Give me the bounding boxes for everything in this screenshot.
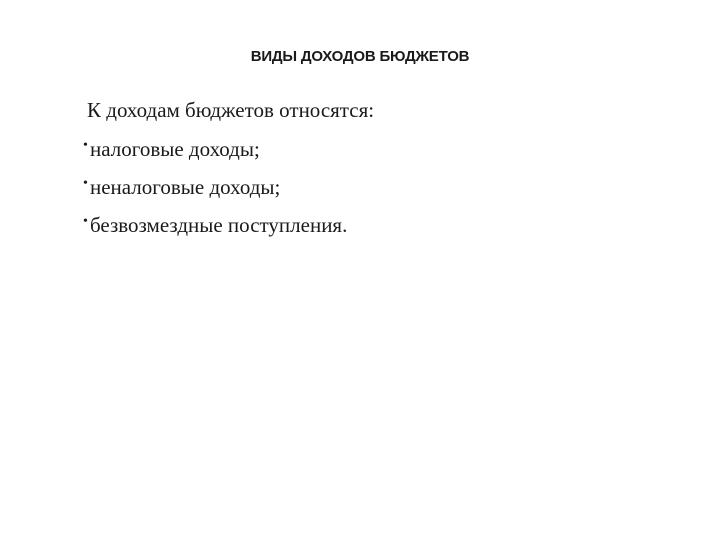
list-item [83,213,347,251]
list-item [83,137,347,175]
bullet-icon: • [83,138,88,153]
list-item-text: налоговые доходы; [90,137,260,161]
intro-text: К доходам бюджетов относятся: [87,98,375,122]
bullet-list [83,137,347,251]
bullet-icon: • [83,176,88,191]
list-item [83,175,347,213]
slide-title: ВИДЫ ДОХОДОВ БЮДЖЕТОВ [250,48,470,65]
list-item-text: безвозмездные поступления. [90,213,348,237]
list-item-text: неналоговые доходы; [90,175,281,199]
bullet-icon: • [83,214,88,229]
